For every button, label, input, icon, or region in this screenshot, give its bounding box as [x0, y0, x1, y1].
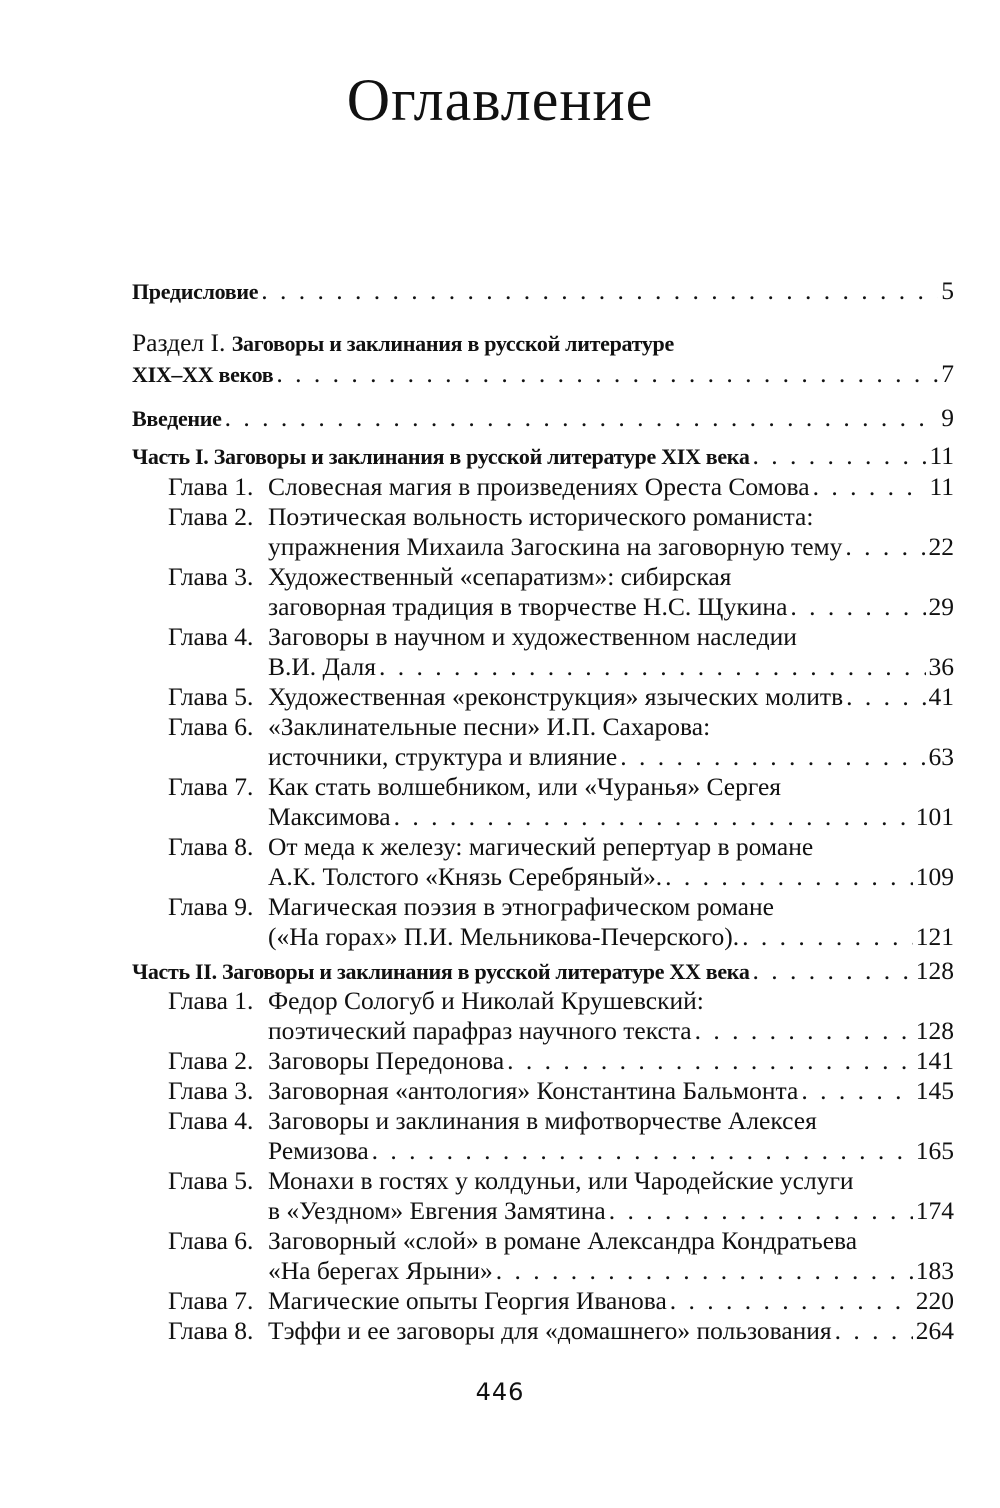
chapter-title-line: А.К. Толстого «Князь Серебряный».: [268, 862, 663, 891]
entry-page: 128: [915, 956, 954, 985]
chapter-label: Глава 1.: [168, 472, 254, 501]
chapter-title-line: «На берегах Ярыни»: [268, 1256, 493, 1285]
dot-leader: [801, 1076, 912, 1106]
part1-chapter-4[interactable]: [168, 622, 954, 682]
dot-leader: [695, 1016, 913, 1046]
chapter-page: 220: [915, 1286, 954, 1315]
chapter-page: 36: [928, 652, 954, 681]
chapter-title-line: Магическая поэзия в этнографическом романе: [268, 892, 774, 921]
section-title-line1: Заговоры и заклинания в русской литературе: [231, 331, 674, 356]
part1-chapter-5[interactable]: [168, 682, 954, 712]
entry-title: Введение: [132, 406, 222, 431]
dot-leader: [225, 403, 939, 433]
chapter-title-line: От меда к железу: магический репертуар в романе: [268, 832, 814, 861]
part2-chapter-3[interactable]: [168, 1076, 954, 1106]
chapter-title-line: Тэффи и ее заговоры для «домашнего» пользования: [268, 1316, 832, 1345]
chapter-label: Глава 3.: [168, 1076, 254, 1105]
chapter-page: 165: [915, 1136, 954, 1165]
chapter-title-line: Заговоры в научном и художественном наследии: [268, 622, 797, 651]
chapter-title-line: Как стать волшебником, или «Чуранья» Сергея: [268, 772, 782, 801]
chapter-label: Глава 7.: [168, 1286, 254, 1315]
chapter-page: 183: [915, 1256, 954, 1285]
chapter-page: 174: [915, 1196, 954, 1225]
dot-leader: [753, 441, 927, 471]
chapter-label: Глава 8.: [168, 832, 254, 861]
chapter-title-line: Художественный «сепаратизм»: сибирская: [268, 562, 732, 591]
section-title-line2: XIX–XX веков: [132, 362, 274, 387]
chapter-title-line: источники, структура и влияние: [268, 742, 618, 771]
chapter-title-line: Словесная магия в произведениях Ореста Сомова: [268, 472, 810, 501]
dot-leader: [753, 956, 913, 986]
chapter-page: 264: [915, 1316, 954, 1345]
chapter-title-line: («На горах» П.И. Мельникова-Печерского).: [268, 922, 740, 951]
part1-chapter-7[interactable]: [168, 772, 954, 832]
part2-chapter-8[interactable]: [168, 1316, 954, 1346]
dot-leader: [261, 276, 938, 306]
part2-chapter-4[interactable]: [168, 1106, 954, 1166]
chapter-label: Глава 4.: [168, 1106, 254, 1135]
entry-page: 11: [929, 441, 954, 470]
dot-leader: [379, 652, 926, 682]
dot-leader: [813, 472, 927, 502]
chapter-label: Глава 2.: [168, 1046, 254, 1075]
dot-leader: [665, 862, 913, 892]
chapter-label: Глава 6.: [168, 712, 254, 741]
chapter-label: Глава 4.: [168, 622, 254, 651]
entry-title: Предисловие: [132, 279, 259, 304]
chapter-title-line: в «Уездном» Евгения Замятина: [268, 1196, 606, 1225]
part2-chapter-1[interactable]: [168, 986, 954, 1046]
chapter-title-line: Федор Сологуб и Николай Крушевский:: [268, 986, 704, 1015]
part2-chapter-2[interactable]: [168, 1046, 954, 1076]
chapter-label: Глава 3.: [168, 562, 254, 591]
chapter-label: Глава 2.: [168, 502, 254, 531]
part1-chapter-9[interactable]: [168, 892, 954, 952]
entry-page: 9: [941, 403, 954, 432]
chapter-label: Глава 7.: [168, 772, 254, 801]
chapter-page: 145: [915, 1076, 954, 1105]
chapter-title-line: Заговоры и заклинания в мифотворчестве Алексея: [268, 1106, 817, 1135]
part2-chapter-5[interactable]: [168, 1166, 954, 1226]
chapter-page: 29: [928, 592, 954, 621]
toc-entry-part1[interactable]: [132, 441, 954, 472]
part1-chapter-8[interactable]: [168, 832, 954, 892]
part1-chapter-6[interactable]: [168, 712, 954, 772]
chapter-title-line: Монахи в гостях у колдуньи, или Чародейские услуги: [268, 1166, 854, 1195]
toc-entry-preface[interactable]: [132, 276, 954, 307]
chapter-page: 109: [915, 862, 954, 891]
dot-leader: [507, 1046, 913, 1076]
chapter-title-line: поэтический парафраз научного текста: [268, 1016, 692, 1045]
toc-entry-intro[interactable]: [132, 403, 954, 434]
chapter-title-line: «Заклинательные песни» И.П. Сахарова:: [268, 712, 711, 741]
dot-leader: [620, 742, 925, 772]
chapter-page: 41: [928, 682, 954, 711]
chapter-label: Глава 9.: [168, 892, 254, 921]
section-prefix: Раздел I.: [132, 328, 226, 357]
chapter-title-line: заговорная традиция в творчестве Н.С. Щукина: [268, 592, 788, 621]
part2-chapter-6[interactable]: [168, 1226, 954, 1286]
chapter-page: 11: [929, 472, 954, 501]
dot-leader: [846, 682, 925, 712]
part1-chapter-1[interactable]: [168, 472, 954, 502]
chapter-title-line: Ремизова: [268, 1136, 369, 1165]
chapter-page: 128: [915, 1016, 954, 1045]
entry-title: Часть II. Заговоры и заклинания в русской литературе XX века: [132, 959, 750, 984]
chapter-page: 63: [928, 742, 954, 771]
chapter-title-line: В.И. Даля: [268, 652, 376, 681]
dot-leader: [790, 592, 925, 622]
chapter-title-line: Заговорная «антология» Константина Бальмонта: [268, 1076, 799, 1105]
chapter-title-line: Заговорный «слой» в романе Александра Кондратьева: [268, 1226, 858, 1255]
chapter-page: 22: [928, 532, 954, 561]
chapter-label: Глава 6.: [168, 1226, 254, 1255]
chapter-label: Глава 5.: [168, 1166, 254, 1195]
entry-page: 7: [941, 359, 954, 388]
entry-title: Часть I. Заговоры и заклинания в русской литературе XIX века: [132, 444, 750, 469]
dot-leader: [394, 802, 913, 832]
chapter-title-line: Магические опыты Георгия Иванова: [268, 1286, 667, 1315]
chapter-page: 141: [915, 1046, 954, 1075]
part1-chapter-3[interactable]: [168, 562, 954, 622]
chapter-title-line: упражнения Михаила Загоскина на заговорную тему: [268, 532, 843, 561]
toc-entry-part2[interactable]: [132, 956, 954, 987]
dot-leader: [742, 922, 913, 952]
dot-leader: [496, 1256, 913, 1286]
dot-leader: [372, 1136, 913, 1166]
dot-leader: [609, 1196, 913, 1226]
dot-leader: [835, 1316, 913, 1346]
dot-leader: [670, 1286, 913, 1316]
chapter-title-line: Заговоры Передонова: [268, 1046, 505, 1075]
part2-chapter-7[interactable]: [168, 1286, 954, 1316]
chapter-label: Глава 8.: [168, 1316, 254, 1345]
chapter-label: Глава 5.: [168, 682, 254, 711]
part1-chapter-2[interactable]: [168, 502, 954, 562]
chapter-title-line: Поэтическая вольность исторического романиста:: [268, 502, 814, 531]
entry-page: 5: [941, 276, 954, 305]
chapter-page: 121: [915, 922, 954, 951]
chapter-page: 101: [915, 802, 954, 831]
toc-entry-section[interactable]: [132, 328, 954, 390]
page-number: 446: [475, 1378, 525, 1406]
page-title: Оглавление: [346, 67, 654, 133]
dot-leader: [845, 532, 925, 562]
chapter-title-line: Максимова: [268, 802, 391, 831]
chapter-title-line: Художественная «реконструкция» языческих молитв: [268, 682, 844, 711]
chapter-label: Глава 1.: [168, 986, 254, 1015]
dot-leader: [276, 359, 938, 389]
